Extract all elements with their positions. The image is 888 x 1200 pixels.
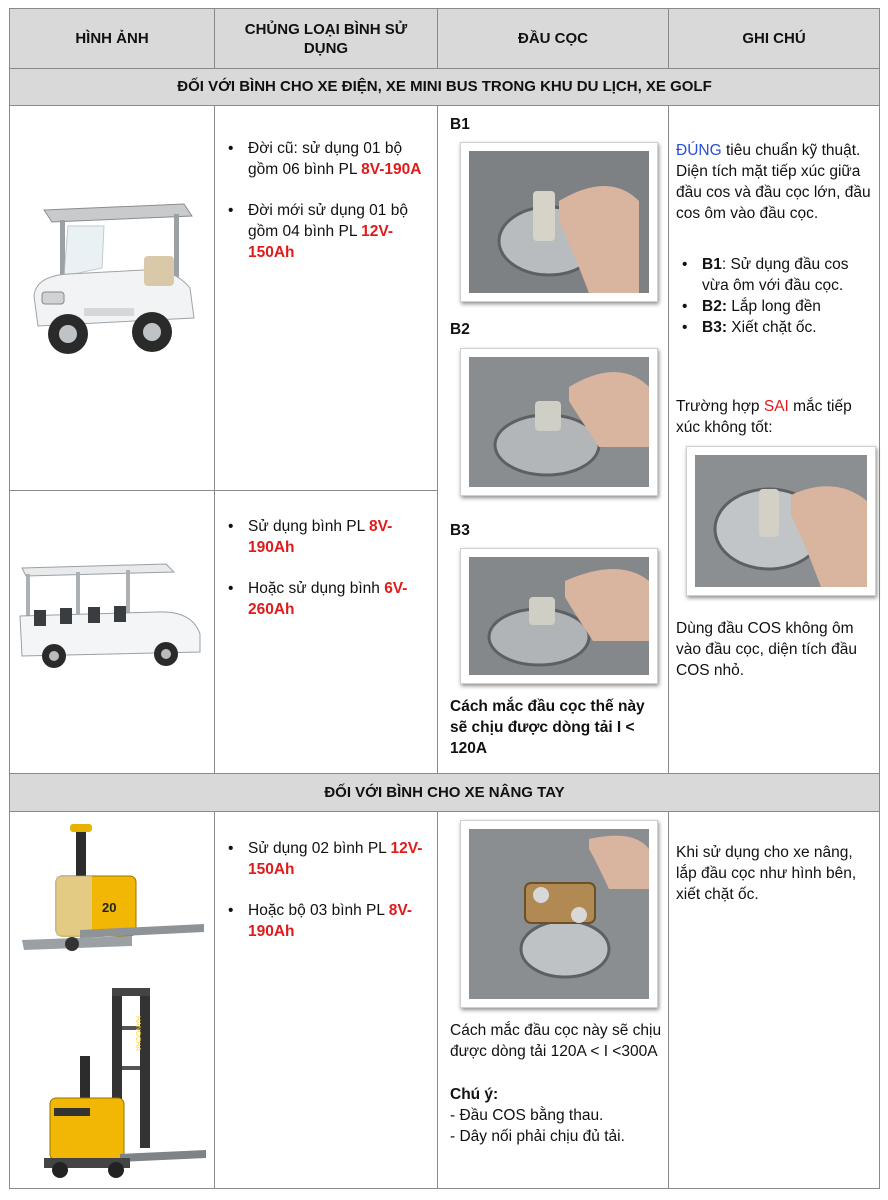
header-image: HÌNH ẢNH (75, 30, 149, 47)
step-b2-label: B2 (450, 321, 470, 338)
table-border-section1 (9, 105, 880, 106)
forklift-battery-list (222, 838, 432, 942)
step-b1-photo (460, 142, 658, 302)
table-border-bottom (9, 1188, 880, 1189)
bus-alt-item (222, 578, 432, 620)
pallet-truck-image (20, 822, 208, 962)
section1-caption: Cách mắc đầu cọc thế này sẽ chịu được dòng tải I < 120A (450, 698, 645, 757)
col-divider-2b (437, 105, 438, 773)
note-wrong-word: SAI (763, 398, 789, 415)
section2-note-line1: - Đầu COS bằng thau. (450, 1107, 604, 1124)
note-b1-text: : Sử dụng đầu cos vừa ôm với đầu cọc. (702, 256, 849, 294)
col-divider-2c (437, 811, 438, 1189)
section2-title: ĐỐI VỚI BÌNH CHO XE NÂNG TAY (324, 783, 565, 801)
table-border-section2-bottom (9, 811, 880, 812)
forklift-alt-item (222, 900, 432, 942)
note-wrong-desc: Dùng đầu COS không ôm vào đầu cọc, diện tích đầu COS nhỏ. (676, 620, 857, 679)
col-divider-3b (668, 105, 669, 773)
bus-alt-spec: 6V-260Ah (248, 580, 408, 618)
col-divider-1 (214, 8, 215, 68)
bus-battery-list (222, 516, 432, 620)
mini-bus-image (16, 560, 206, 672)
golf-new-text: Đời mới sử dụng 01 bộ gồm 04 bình PL (248, 202, 408, 240)
stacker-image (20, 986, 210, 1186)
golf-new-spec-item (222, 200, 432, 263)
forklift-alt-text: Hoặc bộ 03 bình PL (248, 902, 389, 919)
table-border-right (879, 8, 880, 1189)
bus-alt-text: Hoặc sử dụng bình (248, 580, 385, 597)
note-correct-body: tiêu chuẩn kỹ thuật. Diện tích mặt tiếp xúc giữa đầu cos và đầu cọc lớn, đầu cos ôm vào đầu cọc. (676, 142, 871, 222)
step-b1-label: B1 (450, 116, 470, 133)
step-b3-label: B3 (450, 522, 470, 539)
section1-title: ĐỐI VỚI BÌNH CHO XE ĐIỆN, XE MINI BUS TRONG KHU DU LỊCH, XE GOLF (177, 78, 712, 95)
step-b2-photo (460, 348, 658, 496)
note-b3-label: B3: (702, 319, 727, 336)
col-divider-1b (214, 105, 215, 773)
note-correct-word: ĐÚNG (676, 142, 722, 159)
forklift-alt-spec: 8V-190Ah (248, 902, 413, 940)
golf-new-spec: 12V-150Ah (248, 223, 394, 261)
golf-old-text: Đời cũ: sử dụng 01 bộ gồm 06 bình PL (248, 140, 403, 178)
step-b3-photo (460, 548, 658, 684)
forklift-use-spec: 12V-150Ah (248, 840, 423, 878)
header-note: GHI CHÚ (742, 30, 806, 47)
table-border-row-split (9, 490, 437, 491)
golf-old-spec: 8V-190A (361, 161, 422, 178)
golf-old-spec-item (222, 138, 432, 180)
golf-cart-image (24, 196, 202, 372)
note-b1-label: B1 (702, 256, 722, 273)
bus-use-text: Sử dụng bình PL (248, 518, 369, 535)
section2-caption: Cách mắc đầu cọc này sẽ chịu được dòng tải 120A < I <300A (450, 1022, 662, 1060)
note-step-b2 (676, 296, 872, 317)
section2-note-title: Chú ý: (450, 1086, 499, 1103)
note-step-b1 (676, 254, 872, 296)
stacker-brand: HANGCHA (134, 1016, 141, 1052)
header-battery-type: CHỦNG LOẠI BÌNH SỬ DỤNG (244, 20, 408, 57)
golf-battery-list (222, 138, 432, 263)
pallet-truck-number: 20 (102, 900, 117, 915)
note-wrong-suffix: mắc tiếp xúc không tốt: (676, 398, 852, 436)
note-step-b3 (676, 317, 872, 338)
bus-use-spec: 8V-190Ah (248, 518, 393, 556)
bus-use-item (222, 516, 432, 558)
note-wrong-prefix: Trường hợp (676, 398, 764, 415)
wrong-case-photo (686, 446, 876, 596)
forklift-terminal-photo (460, 820, 658, 1008)
note-b2-text: Lắp long đền (726, 298, 821, 315)
section2-remark: Khi sử dụng cho xe nâng, lắp đầu cọc như hình bên, xiết chặt ốc. (676, 844, 857, 903)
table-border-left (9, 8, 10, 1189)
note-steps-list (676, 254, 872, 338)
note-wrong-text (676, 396, 872, 438)
note-b2-label: B2: (702, 298, 727, 315)
col-divider-3c (668, 811, 669, 1189)
note-b3-text: Xiết chặt ốc. (726, 319, 817, 336)
header-terminal: ĐẦU CỌC (518, 30, 588, 47)
col-divider-1c (214, 811, 215, 1189)
section2-note-line2: - Dây nối phải chịu đủ tải. (450, 1128, 625, 1145)
forklift-use-item (222, 838, 432, 880)
forklift-use-text: Sử dụng 02 bình PL (248, 840, 391, 857)
note-correct-text (676, 140, 874, 224)
